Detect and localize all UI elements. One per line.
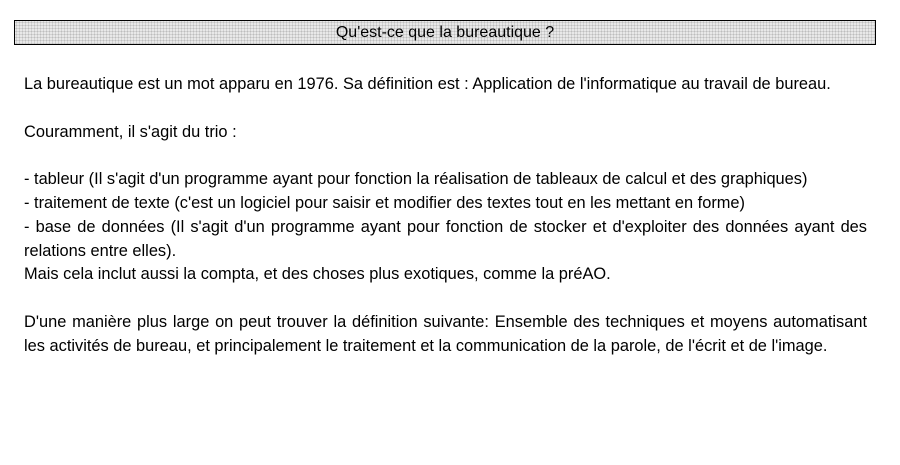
title-box — [14, 20, 876, 45]
document-body — [24, 73, 867, 359]
definition-paragraph: La bureautique est un mot apparu en 1976. Sa définition est : Application de l'informatique au travail de bureau. — [24, 75, 831, 93]
page-title: Qu'est-ce que la bureautique ? — [335, 23, 555, 41]
list-item-tableur: - tableur (Il s'agit d'un programme ayant pour fonction la réalisation de tableaux de calcul et des graphiques) — [24, 170, 808, 189]
paragraph-spacer — [24, 97, 867, 121]
extra-paragraph: Mais cela inclut aussi la compta, et des choses plus exotiques, comme la préAO. — [24, 265, 611, 284]
paragraph-spacer — [24, 144, 867, 168]
list-item-traitement-texte: - traitement de texte (c'est un logiciel pour saisir et modifier des textes tout en les mettant en forme) — [24, 193, 746, 212]
trio-intro-paragraph: Couramment, il s'agit du trio : — [24, 122, 237, 141]
paragraph-spacer — [24, 287, 867, 311]
list-item-base-donnees: - base de données (Il s'agit d'un programme ayant pour fonction de stocker et d'exploiter des données ayant des relations entre elles). — [24, 217, 867, 260]
broader-definition-paragraph: D'une manière plus large on peut trouver la définition suivante: Ensemble des techniques et moyens automatisant les activités de bureau, et principalement le traitement et la communication de la parole, de l'écrit et de l'image. — [24, 312, 867, 355]
